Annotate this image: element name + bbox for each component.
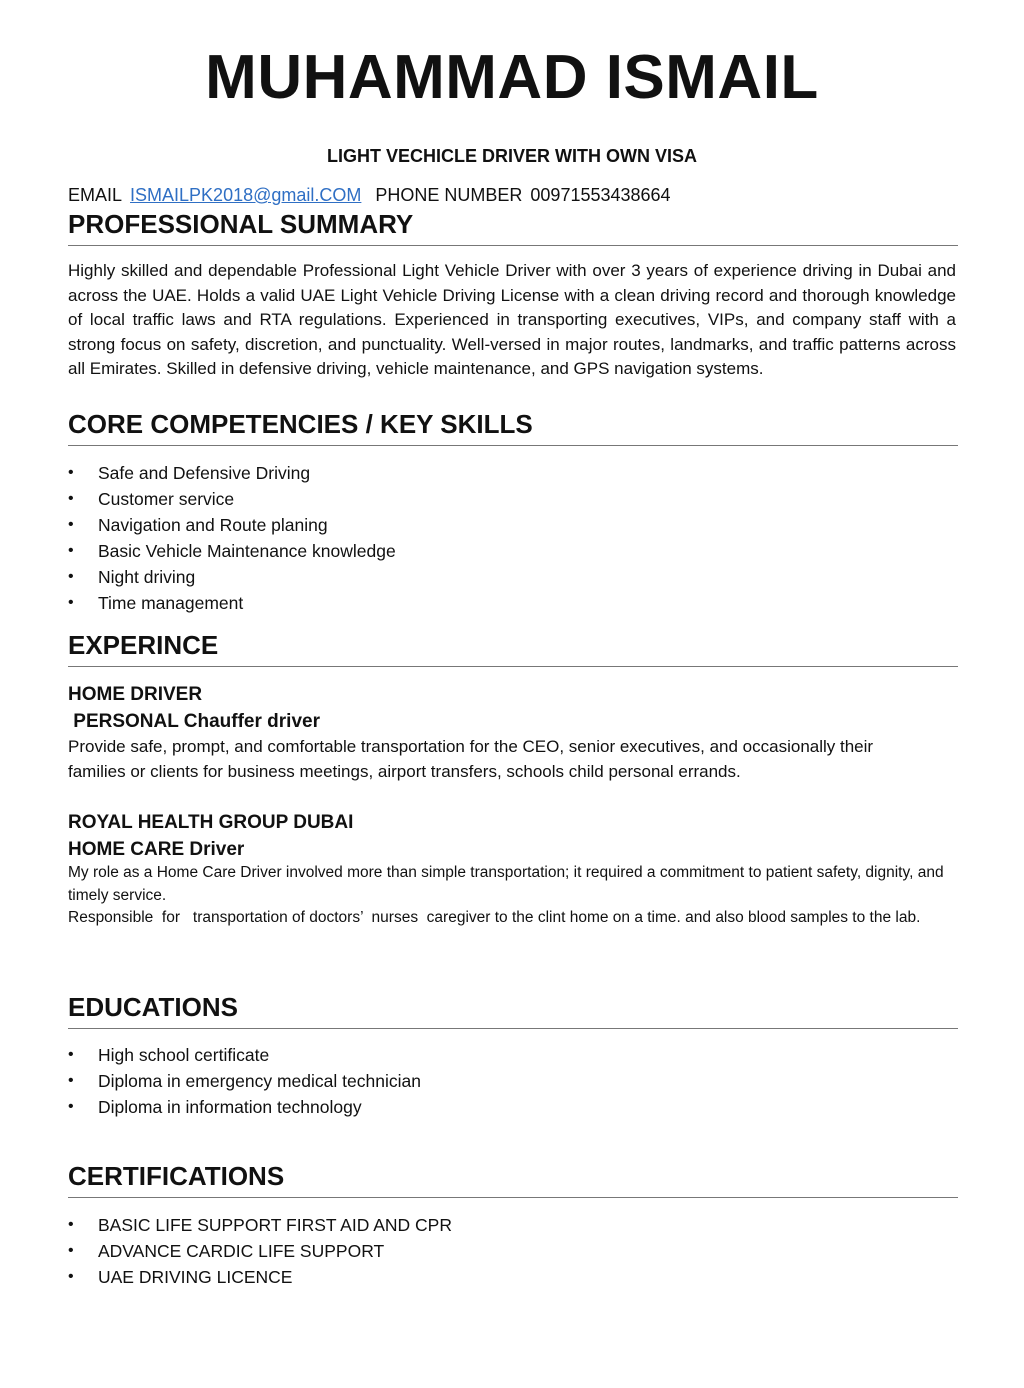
list-item: • Basic Vehicle Maintenance knowledge	[68, 538, 396, 564]
list-item: • BASIC LIFE SUPPORT FIRST AID AND CPR	[68, 1212, 452, 1238]
list-item: • Time management	[68, 590, 396, 616]
list-item: • High school certificate	[68, 1042, 421, 1068]
employer-name: ROYAL HEALTH GROUP DUBAI	[68, 812, 354, 833]
certifications-heading: CERTIFICATIONS	[68, 1161, 958, 1198]
phone-label: PHONE NUMBER	[375, 185, 523, 205]
list-item: • Diploma in emergency medical technician	[68, 1068, 421, 1094]
job-role: PERSONAL Chauffer driver	[68, 711, 320, 732]
job-description: Provide safe, prompt, and comfortable transportation for the CEO, senior executives, and occasionally their families or clients for business meetings, airport transfers, schools child personal errands.	[68, 737, 874, 781]
job-title: LIGHT VECHICLE DRIVER WITH OWN VISA	[326, 146, 697, 166]
job-description-2: Responsible for transportation of doctors’ nurses caregiver to the clint home on a time. and also blood samples to the lab.	[68, 909, 921, 926]
list-item: • Navigation and Route planing	[68, 512, 396, 538]
skills-heading: CORE COMPETENCIES / KEY SKILLS	[68, 409, 958, 446]
phone-number: 00971553438664	[530, 185, 671, 205]
job-role: HOME CARE Driver	[68, 839, 245, 860]
contact-line	[68, 185, 671, 206]
list-item: • Safe and Defensive Driving	[68, 460, 396, 486]
experience-heading: EXPERINCE	[68, 630, 958, 667]
list-item: • Diploma in information technology	[68, 1094, 421, 1120]
email-link[interactable]: ISMAILPK2018@gmail.COM	[130, 185, 362, 205]
summary-text: Highly skilled and dependable Professional Light Vehicle Driver with over 3 years of experience driving in Dubai and across the UAE. Holds a valid UAE Light Vehicle Driving License with a clean driving record and thorough knowledge of local traffic laws and RTA regulations. Experienced in transporting executives, VIPs, and company staff with a strong focus on safety, discretion, and punctuality. Well-versed in major routes, landmarks, and traffic patterns across all Emirates. Skilled in defensive driving, vehicle maintenance, and GPS navigation systems.	[68, 261, 956, 379]
skills-list	[68, 460, 396, 616]
education-list	[68, 1042, 421, 1120]
job-description: My role as a Home Care Driver involved more than simple transportation; it required a commitment to patient safety, dignity, and timely service.	[68, 864, 944, 904]
candidate-name: MUHAMMAD ISMAIL	[205, 43, 819, 112]
certifications-list	[68, 1212, 452, 1290]
list-item: • UAE DRIVING LICENCE	[68, 1264, 452, 1290]
list-item: • Night driving	[68, 564, 396, 590]
summary-heading: PROFESSIONAL SUMMARY	[68, 209, 958, 246]
list-item: • Customer service	[68, 486, 396, 512]
email-label: EMAIL	[68, 185, 123, 205]
education-heading: EDUCATIONS	[68, 992, 958, 1029]
employer-name: HOME DRIVER	[68, 684, 203, 705]
list-item: • ADVANCE CARDIC LIFE SUPPORT	[68, 1238, 452, 1264]
